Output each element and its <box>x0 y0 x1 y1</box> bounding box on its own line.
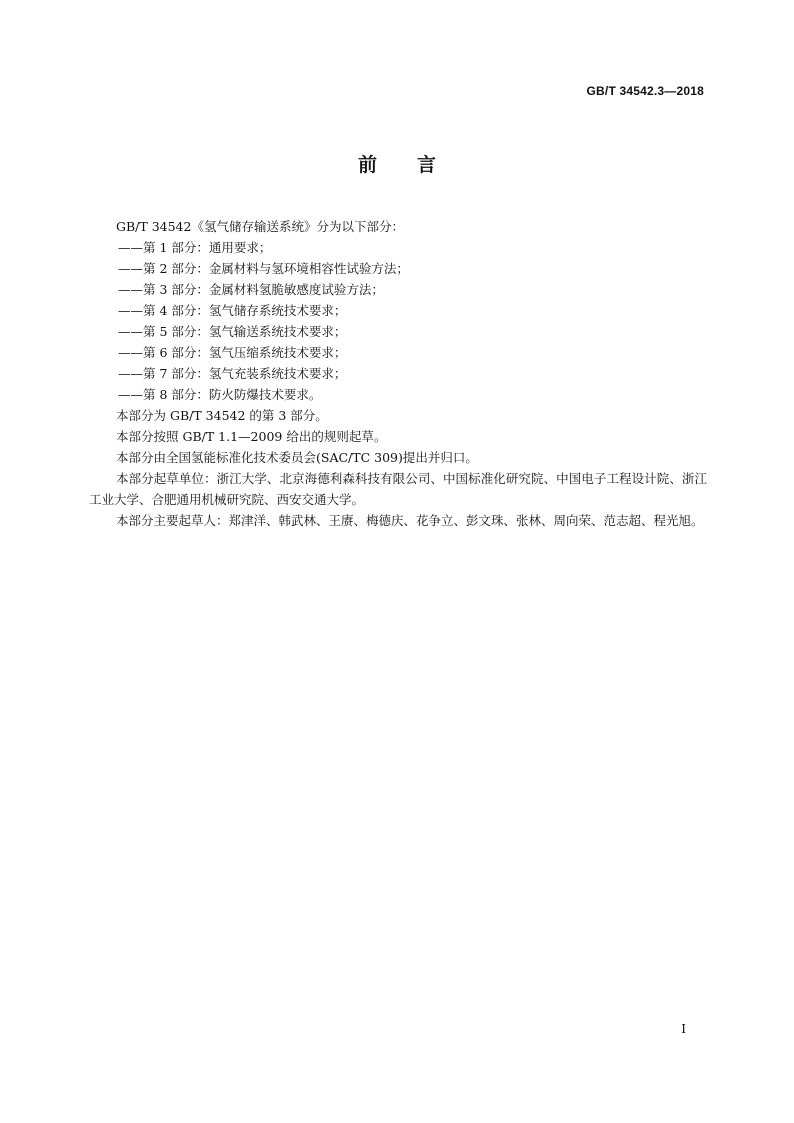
scope-paragraph: 本部分为 GB/T 34542 的第 3 部分。 <box>116 408 328 423</box>
document-code: GB/T 34542.3—2018 <box>586 84 704 98</box>
part-list-item: ——第 3 部分：金属材料氢脆敏感度试验方法； <box>118 282 384 297</box>
part-list-item: ——第 4 部分：氢气储存系统技术要求； <box>118 303 347 318</box>
part-list-item: ——第 8 部分：防火防爆技术要求。 <box>118 387 322 402</box>
drafting-rules-paragraph: 本部分按照 GB/T 1.1—2009 给出的规则起草。 <box>116 429 387 444</box>
intro-paragraph: GB/T 34542《氢气储存输送系统》分为以下部分： <box>116 219 404 234</box>
committee-paragraph: 本部分由全国氢能标准化技术委员会(SAC/TC 309)提出并归口。 <box>116 450 478 465</box>
part-list-item: ——第 5 部分：氢气输送系统技术要求； <box>118 324 347 339</box>
drafting-units-paragraph: 本部分起草单位：浙江大学、北京海德利森科技有限公司、中国标准化研究院、中国电子工程设计院、浙江工业大学、合肥通用机械研究院、西安交通大学。 <box>89 471 707 507</box>
page-title: 前言 <box>357 154 476 176</box>
page-number: I <box>681 1022 686 1036</box>
drafters-paragraph: 本部分主要起草人：郑津洋、韩武林、王赓、梅德庆、花争立、彭文珠、张林、周向荣、范志超、程光旭。 <box>116 513 704 528</box>
part-list-item: ——第 1 部分：通用要求； <box>118 240 272 255</box>
part-list-item: ——第 7 部分：氢气充装系统技术要求； <box>118 366 347 381</box>
part-list-item: ——第 6 部分：氢气压缩系统技术要求； <box>118 345 347 360</box>
foreword-body <box>89 216 707 531</box>
part-list-item: ——第 2 部分：金属材料与氢环境相容性试验方法； <box>118 261 409 276</box>
